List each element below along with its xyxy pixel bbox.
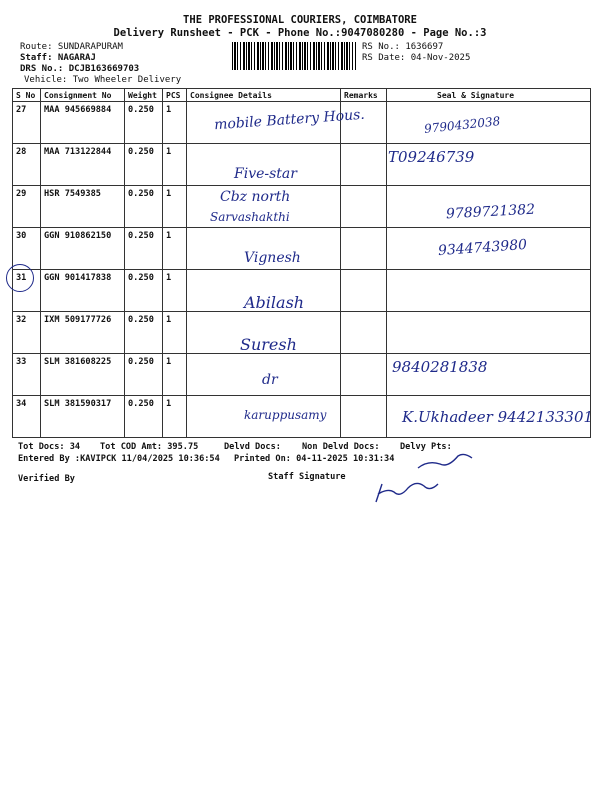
- handwritten-signature: K.Ukhadeer 9442133301: [402, 408, 594, 426]
- staff-signature-scribble: [368, 444, 498, 514]
- pcs-cell: 1: [163, 144, 187, 186]
- handwritten-signature: 9840281838: [392, 358, 488, 376]
- serial-cell: 30: [13, 228, 41, 270]
- serial-cell: 32: [13, 312, 41, 354]
- serial-cell: 34: [13, 396, 41, 438]
- handwritten-consignee: Abilash: [244, 293, 305, 312]
- delivery-points: Delvy Pts:: [400, 442, 452, 452]
- handwritten-circle-mark: [6, 264, 34, 292]
- handwritten-signature: 9790432038: [423, 114, 501, 136]
- handwritten-consignee: Suresh: [240, 335, 297, 354]
- remarks-cell: [341, 312, 387, 354]
- handwritten-consignee: Five-star: [234, 166, 297, 182]
- weight-cell: 0.250: [125, 186, 163, 228]
- column-header: PCS: [163, 89, 187, 102]
- handwritten-signature: T09246739: [388, 148, 475, 166]
- serial-cell: 29: [13, 186, 41, 228]
- handwritten-consignee: mobile Battery Hous.: [213, 106, 366, 134]
- barcode-image: [232, 42, 356, 70]
- remarks-cell: [341, 354, 387, 396]
- column-header: Remarks: [341, 89, 387, 102]
- weight-cell: 0.250: [125, 228, 163, 270]
- remarks-cell: [341, 396, 387, 438]
- non-delivered-docs: Non Delvd Docs:: [302, 442, 380, 452]
- serial-cell: 27: [13, 102, 41, 144]
- route-label: Route: SUNDARAPURAM: [20, 42, 123, 52]
- handwritten-signature: 9789721382: [445, 201, 536, 223]
- column-header: S No: [13, 89, 41, 102]
- signature-cell: [387, 312, 591, 354]
- runsheet-subtitle: Delivery Runsheet - PCK - Phone No.:9047080280 - Page No.:3: [113, 27, 487, 39]
- remarks-cell: [341, 270, 387, 312]
- serial-cell: 31: [13, 270, 41, 312]
- weight-cell: 0.250: [125, 270, 163, 312]
- serial-cell: 33: [13, 354, 41, 396]
- total-cod-amount: Tot COD Amt: 395.75: [100, 442, 199, 452]
- company-title: THE PROFESSIONAL COURIERS, COIMBATORE: [183, 14, 417, 26]
- consignment-cell: SLM 381608225: [41, 354, 125, 396]
- pcs-cell: 1: [163, 396, 187, 438]
- printed-on: Printed On: 04-11-2025 10:31:34: [234, 454, 395, 464]
- weight-cell: 0.250: [125, 102, 163, 144]
- consignment-cell: MAA 945669884: [41, 102, 125, 144]
- signature-cell: [387, 270, 591, 312]
- column-header: Consignment No: [41, 89, 125, 102]
- remarks-cell: [341, 228, 387, 270]
- serial-cell: 28: [13, 144, 41, 186]
- weight-cell: 0.250: [125, 396, 163, 438]
- drs-label: DRS No.: DCJB163669703: [20, 64, 140, 74]
- table-header-row: [13, 89, 591, 102]
- total-docs: Tot Docs: 34: [18, 442, 81, 452]
- pcs-cell: 1: [163, 186, 187, 228]
- entered-by: Entered By :KAVIPCK 11/04/2025 10:36:54: [18, 454, 220, 464]
- handwritten-consignee: Cbz north: [220, 189, 291, 205]
- pcs-cell: 1: [163, 102, 187, 144]
- runsheet-table: [12, 88, 594, 438]
- column-header: Weight: [125, 89, 163, 102]
- handwritten-consignee: karuppusamy: [244, 408, 327, 422]
- pcs-cell: 1: [163, 312, 187, 354]
- weight-cell: 0.250: [125, 312, 163, 354]
- pcs-cell: 1: [163, 228, 187, 270]
- rs-date-label: RS Date: 04-Nov-2025: [362, 53, 471, 63]
- rs-no-label: RS No.: 1636697: [362, 42, 444, 52]
- consignment-cell: SLM 381590317: [41, 396, 125, 438]
- weight-cell: 0.250: [125, 144, 163, 186]
- table-row: [13, 312, 591, 354]
- delivered-docs: Delvd Docs:: [224, 442, 281, 452]
- handwritten-consignee: Sarvashakthi: [210, 210, 290, 224]
- vehicle-label: Vehicle: Two Wheeler Delivery: [24, 75, 182, 85]
- consignment-cell: GGN 910862150: [41, 228, 125, 270]
- handwritten-consignee: Vignesh: [244, 250, 301, 266]
- staff-signature-label: Staff Signature: [268, 472, 346, 482]
- consignment-cell: HSR 7549385: [41, 186, 125, 228]
- handwritten-consignee: dr: [262, 372, 278, 388]
- consignment-cell: MAA 713122844: [41, 144, 125, 186]
- remarks-cell: [341, 186, 387, 228]
- remarks-cell: [341, 144, 387, 186]
- staff-label: Staff: NAGARAJ: [20, 53, 96, 63]
- table-row: [13, 144, 591, 186]
- table-row: [13, 354, 591, 396]
- pcs-cell: 1: [163, 354, 187, 396]
- consignment-cell: IXM 509177726: [41, 312, 125, 354]
- column-header: Consignee Details: [187, 89, 341, 102]
- weight-cell: 0.250: [125, 354, 163, 396]
- pcs-cell: 1: [163, 270, 187, 312]
- verified-by: Verified By: [18, 474, 75, 484]
- consignment-cell: GGN 901417838: [41, 270, 125, 312]
- handwritten-signature: 9344743980: [437, 236, 528, 260]
- column-header: Seal & Signature: [387, 89, 591, 102]
